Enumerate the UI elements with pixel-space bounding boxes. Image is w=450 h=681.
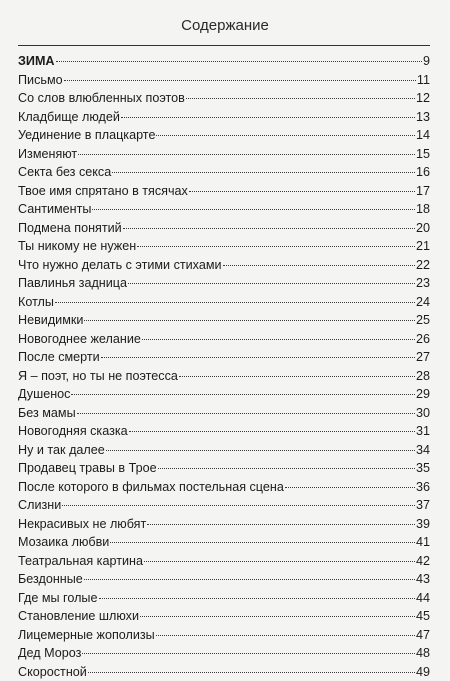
toc-entry bbox=[18, 459, 430, 478]
toc-page-number: 12 bbox=[416, 89, 430, 108]
toc-entry-title: Секта без секса bbox=[18, 163, 111, 182]
toc-entry bbox=[18, 256, 430, 275]
toc-entry bbox=[18, 71, 430, 90]
toc-entry bbox=[18, 626, 430, 645]
toc-entry-title: Душенос bbox=[18, 385, 70, 404]
toc-entry bbox=[18, 274, 430, 293]
toc-entry bbox=[18, 404, 430, 423]
toc-entry-title: Лицемерные жополизы bbox=[18, 626, 155, 645]
toc-entry-title: Где мы голые bbox=[18, 589, 98, 608]
toc-page-number: 24 bbox=[416, 293, 430, 312]
dot-leader bbox=[156, 135, 415, 136]
toc-page-number: 13 bbox=[416, 108, 430, 127]
toc-page-number: 27 bbox=[416, 348, 430, 367]
dot-leader bbox=[77, 413, 415, 414]
toc-entry bbox=[18, 200, 430, 219]
toc-page-number: 22 bbox=[416, 256, 430, 275]
toc-entry-title: Некрасивых не любят bbox=[18, 515, 146, 534]
dot-leader bbox=[110, 542, 415, 543]
toc-entry-title: Кладбище людей bbox=[18, 108, 120, 127]
toc-entry bbox=[18, 496, 430, 515]
dot-leader bbox=[78, 154, 415, 155]
toc-entry bbox=[18, 126, 430, 145]
toc-page-number: 34 bbox=[416, 441, 430, 460]
dot-leader bbox=[112, 172, 415, 173]
dot-leader bbox=[137, 246, 415, 247]
toc-entry-title: После смерти bbox=[18, 348, 100, 367]
toc-entry bbox=[18, 663, 430, 681]
toc-entry-title: Изменяют bbox=[18, 145, 77, 164]
toc-page-number: 17 bbox=[416, 182, 430, 201]
toc-entry-title: Письмо bbox=[18, 71, 63, 90]
toc-entry bbox=[18, 478, 430, 497]
toc-entry-title: Продавец травы в Трое bbox=[18, 459, 157, 478]
toc-page-number: 37 bbox=[416, 496, 430, 515]
dot-leader bbox=[62, 505, 415, 506]
toc-page-number: 44 bbox=[416, 589, 430, 608]
toc-entry-title: Скоростной bbox=[18, 663, 87, 681]
toc-entry-title: После которого в фильмах постельная сцена bbox=[18, 478, 284, 497]
dot-leader bbox=[179, 376, 415, 377]
dot-leader bbox=[55, 302, 415, 303]
toc-entry bbox=[18, 330, 430, 349]
toc-entry-title: ЗИМА bbox=[18, 52, 55, 71]
dot-leader bbox=[106, 450, 415, 451]
toc-page-number: 16 bbox=[416, 163, 430, 182]
toc-page-number: 42 bbox=[416, 552, 430, 571]
toc-entry-title: Становление шлюхи bbox=[18, 607, 139, 626]
dot-leader bbox=[140, 616, 415, 617]
toc-page-number: 45 bbox=[416, 607, 430, 626]
dot-leader bbox=[128, 283, 415, 284]
toc-page-number: 49 bbox=[416, 663, 430, 681]
toc-entry bbox=[18, 219, 430, 238]
toc-page-number: 18 bbox=[416, 200, 430, 219]
table-of-contents bbox=[18, 52, 430, 681]
dot-leader bbox=[64, 80, 416, 81]
toc-section-heading bbox=[18, 52, 430, 71]
dot-leader bbox=[156, 635, 415, 636]
toc-entry bbox=[18, 441, 430, 460]
toc-entry-title: Я – поэт, но ты не поэтесса bbox=[18, 367, 178, 386]
dot-leader bbox=[147, 524, 415, 525]
toc-page-number: 15 bbox=[416, 145, 430, 164]
dot-leader bbox=[92, 209, 415, 210]
dot-leader bbox=[82, 653, 415, 654]
header-divider bbox=[18, 45, 430, 46]
toc-entry bbox=[18, 89, 430, 108]
toc-entry-title: Ты никому не нужен bbox=[18, 237, 136, 256]
toc-page-number: 14 bbox=[416, 126, 430, 145]
toc-entry-title: Павлинья задница bbox=[18, 274, 127, 293]
dot-leader bbox=[121, 117, 415, 118]
toc-page-number: 11 bbox=[417, 71, 430, 90]
toc-entry bbox=[18, 607, 430, 626]
toc-entry bbox=[18, 367, 430, 386]
toc-page-number: 29 bbox=[416, 385, 430, 404]
dot-leader bbox=[189, 191, 415, 192]
toc-entry-title: Дед Мороз bbox=[18, 644, 81, 663]
dot-leader bbox=[88, 672, 415, 673]
toc-entry-title: Театральная картина bbox=[18, 552, 143, 571]
toc-entry-title: Новогоднее желание bbox=[18, 330, 141, 349]
dot-leader bbox=[101, 357, 415, 358]
toc-page-number: 9 bbox=[423, 52, 430, 71]
page-title: Содержание bbox=[0, 17, 450, 34]
toc-entry-title: Что нужно делать с этими стихами bbox=[18, 256, 222, 275]
dot-leader bbox=[158, 468, 415, 469]
dot-leader bbox=[56, 61, 422, 62]
toc-entry-title: Слизни bbox=[18, 496, 61, 515]
toc-page-number: 31 bbox=[416, 422, 430, 441]
toc-page-number: 21 bbox=[416, 237, 430, 256]
dot-leader bbox=[223, 265, 415, 266]
dot-leader bbox=[99, 598, 415, 599]
dot-leader bbox=[123, 228, 415, 229]
toc-entry bbox=[18, 182, 430, 201]
toc-page-number: 35 bbox=[416, 459, 430, 478]
dot-leader bbox=[84, 320, 415, 321]
dot-leader bbox=[84, 579, 415, 580]
toc-page-number: 23 bbox=[416, 274, 430, 293]
toc-entry bbox=[18, 422, 430, 441]
toc-entry bbox=[18, 108, 430, 127]
toc-entry-title: Без мамы bbox=[18, 404, 76, 423]
toc-entry-title: Сантименты bbox=[18, 200, 91, 219]
toc-entry bbox=[18, 533, 430, 552]
toc-entry-title: Бездонные bbox=[18, 570, 83, 589]
dot-leader bbox=[285, 487, 415, 488]
toc-entry-title: Со слов влюбленных поэтов bbox=[18, 89, 185, 108]
toc-entry-title: Мозаика любви bbox=[18, 533, 109, 552]
toc-page-number: 41 bbox=[416, 533, 430, 552]
toc-entry bbox=[18, 163, 430, 182]
dot-leader bbox=[142, 339, 415, 340]
toc-entry-title: Котлы bbox=[18, 293, 54, 312]
dot-leader bbox=[186, 98, 415, 99]
toc-page-number: 47 bbox=[416, 626, 430, 645]
toc-entry bbox=[18, 644, 430, 663]
toc-page-number: 36 bbox=[416, 478, 430, 497]
toc-entry bbox=[18, 589, 430, 608]
toc-entry bbox=[18, 145, 430, 164]
toc-entry-title: Невидимки bbox=[18, 311, 83, 330]
toc-entry bbox=[18, 237, 430, 256]
toc-page-number: 26 bbox=[416, 330, 430, 349]
toc-entry bbox=[18, 570, 430, 589]
dot-leader bbox=[129, 431, 415, 432]
toc-page-number: 20 bbox=[416, 219, 430, 238]
dot-leader bbox=[144, 561, 415, 562]
toc-entry bbox=[18, 552, 430, 571]
toc-entry bbox=[18, 311, 430, 330]
toc-entry-title: Уединение в плацкарте bbox=[18, 126, 155, 145]
toc-entry bbox=[18, 515, 430, 534]
toc-entry-title: Твое имя спрятано в тясячах bbox=[18, 182, 188, 201]
toc-page-number: 28 bbox=[416, 367, 430, 386]
toc-entry-title: Подмена понятий bbox=[18, 219, 122, 238]
toc-page-number: 30 bbox=[416, 404, 430, 423]
toc-entry-title: Ну и так далее bbox=[18, 441, 105, 460]
toc-page-number: 43 bbox=[416, 570, 430, 589]
toc-page-number: 48 bbox=[416, 644, 430, 663]
toc-entry bbox=[18, 385, 430, 404]
dot-leader bbox=[71, 394, 415, 395]
toc-entry bbox=[18, 348, 430, 367]
toc-page-number: 39 bbox=[416, 515, 430, 534]
toc-entry-title: Новогодняя сказка bbox=[18, 422, 128, 441]
toc-entry bbox=[18, 293, 430, 312]
toc-page-number: 25 bbox=[416, 311, 430, 330]
